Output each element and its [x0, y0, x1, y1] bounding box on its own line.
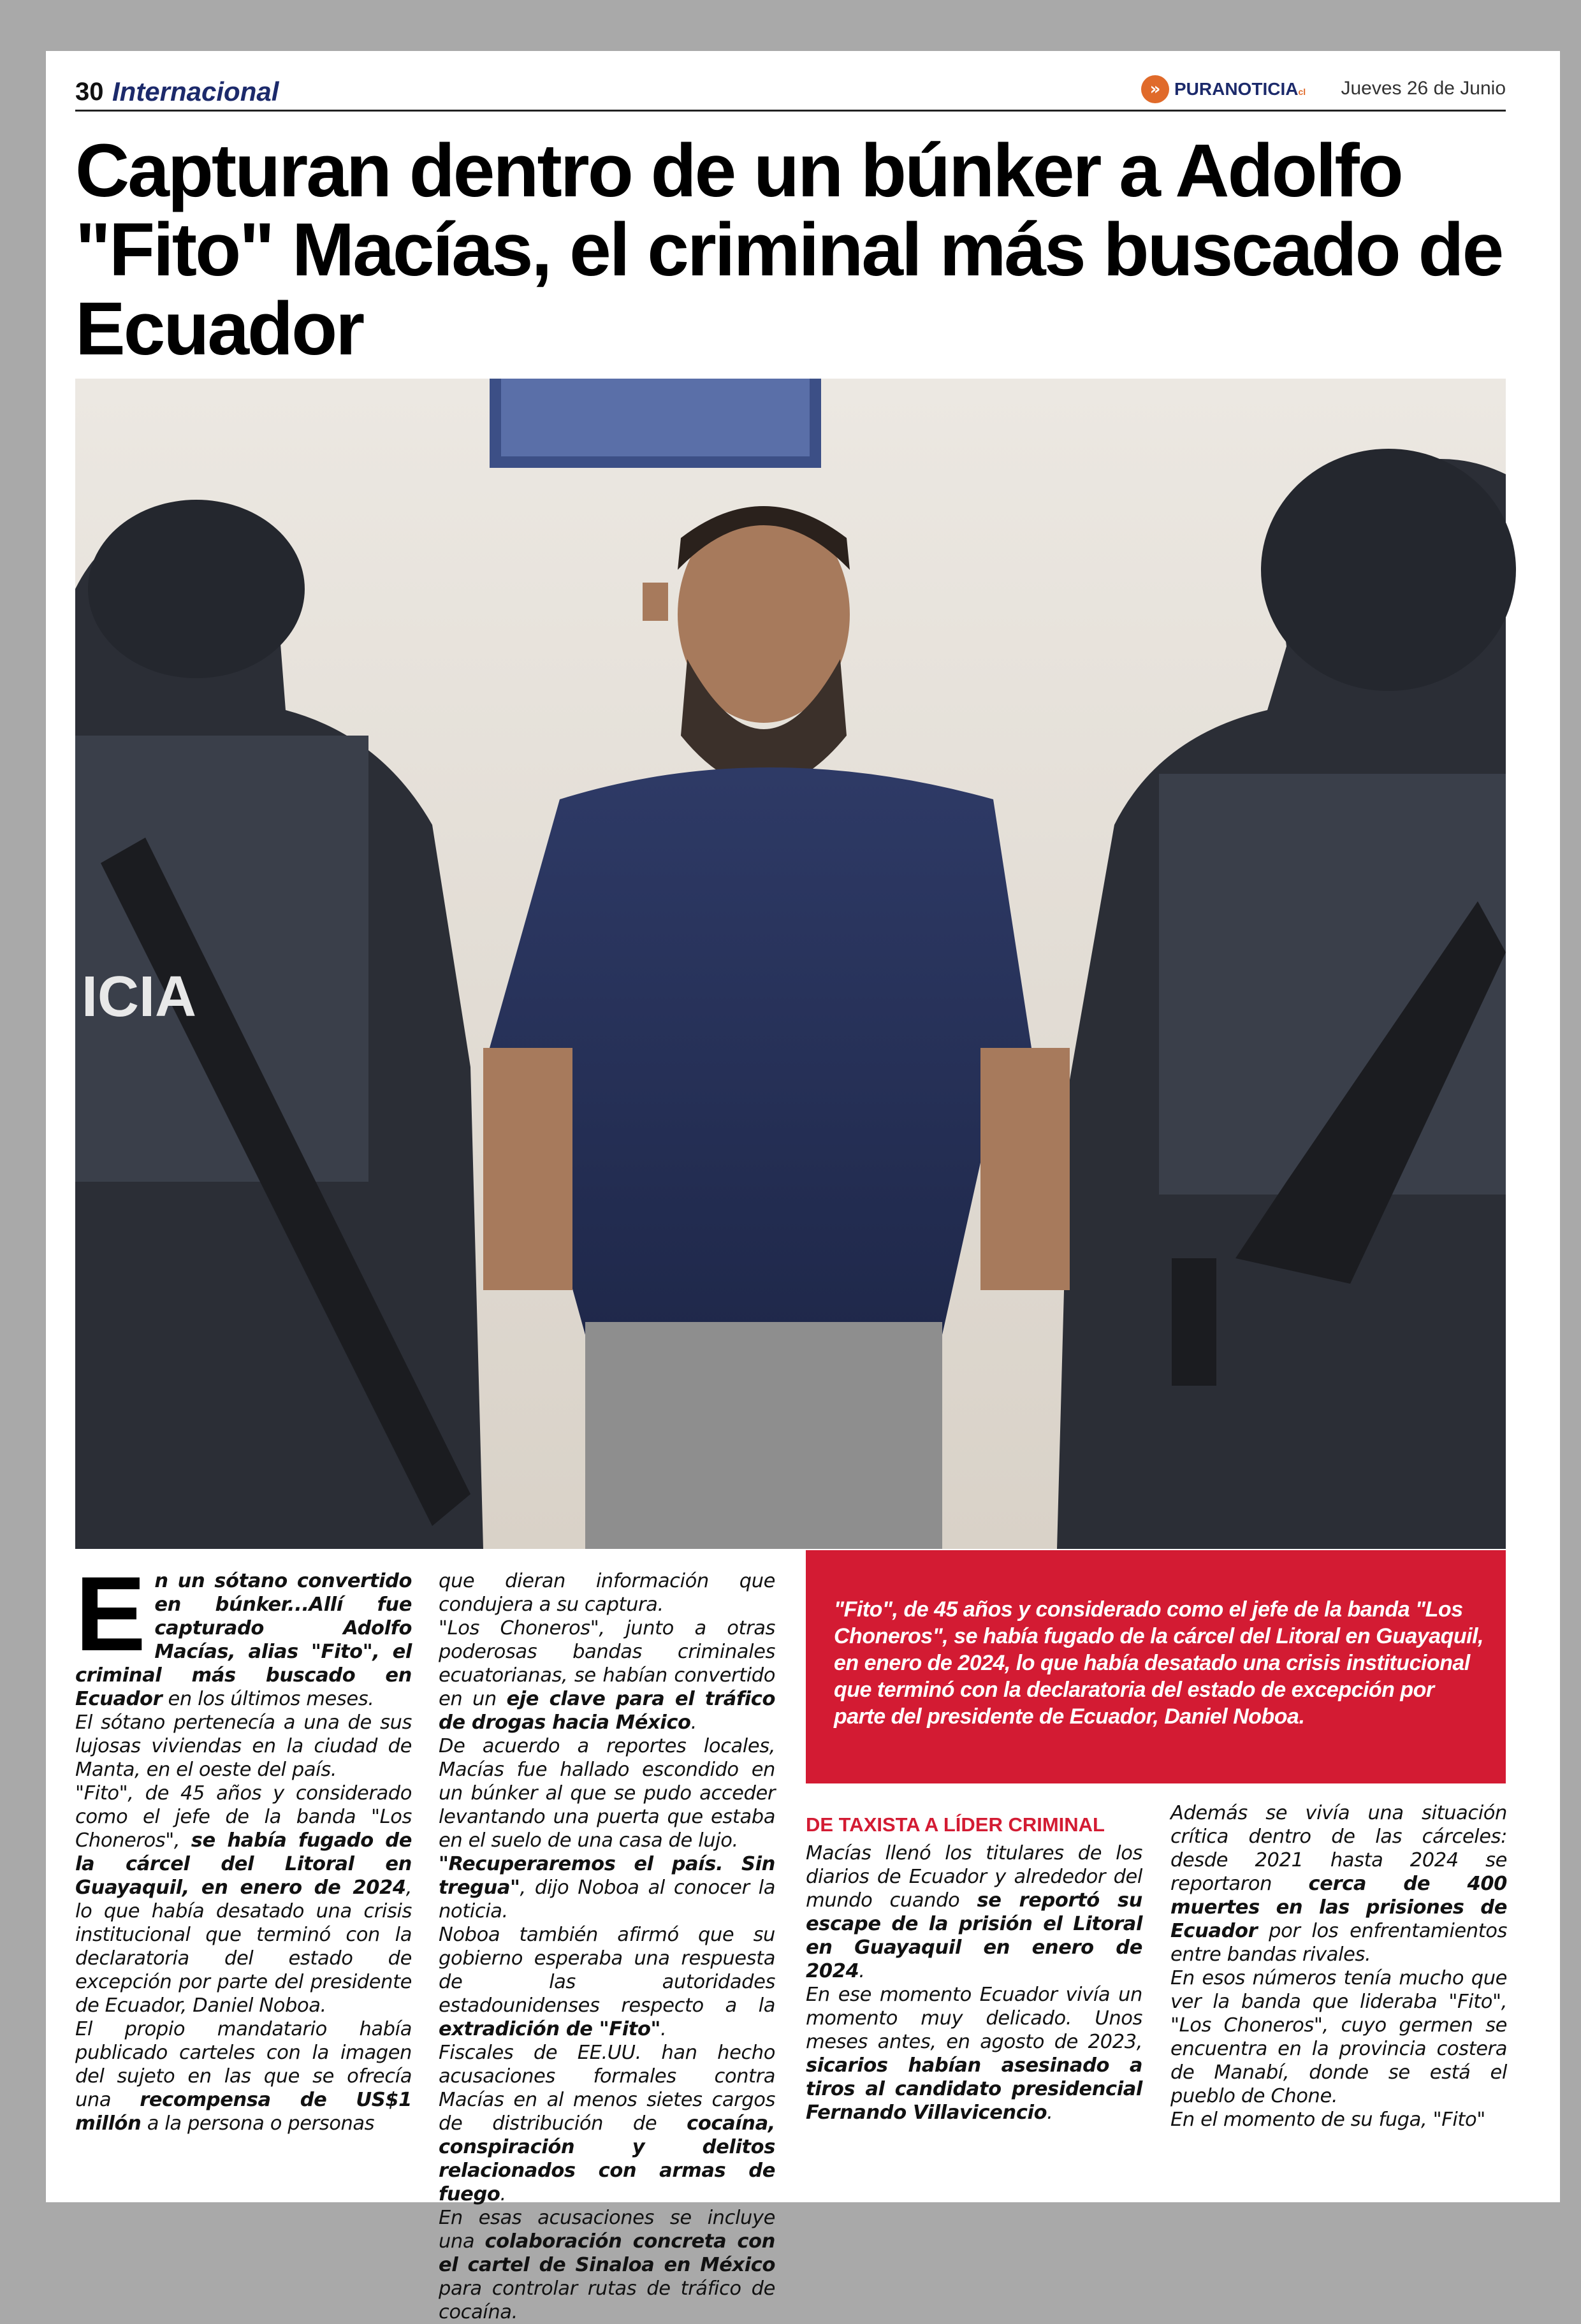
article-headline: Capturan dentro de un búnker a Adolfo "Fito" Macías, el criminal más buscado de Ecuador	[75, 129, 1503, 371]
paragraph-1: n un sótano convertido en búnker...Allí fue capturado Adolfo Macías, alias "Fito", el criminal más buscado en Ecuador en los últimos meses.	[75, 1570, 412, 1710]
section-title: Internacional	[112, 76, 279, 106]
paragraph-12: En ese momento Ecuador vivía un momento muy delicado. Unos meses antes, en agosto de 2023, sicarios habían asesinado a tiros al candidato presidencial Fernando Villavicencio.	[806, 1984, 1142, 2124]
paragraph-13: Además se vivía una situación crítica dentro de las cárceles: desde 2021 hasta 2024 se reportaron cerca de 400 muertes en las prisiones de Ecuador por los enfrentamientos entre bandas rivales.	[1170, 1802, 1507, 1966]
arrows-icon: »	[1141, 75, 1169, 103]
paragraph-8: Noboa también afirmó que su gobierno esperaba una respuesta de las autoridades estadounidenses respecto a la extradición de "Fito".	[439, 1924, 775, 2040]
paragraph-4-continued: que dieran información que condujera a su captura.	[439, 1570, 775, 1616]
header-divider	[75, 110, 1506, 112]
paragraph-7: "Recuperaremos el país. Sin tregua", dijo Noboa al conocer la noticia.	[439, 1853, 775, 1922]
paragraph-11: Macías llenó los titulares de los diarios de Ecuador y alrededor del mundo cuando se reportó su escape de la prisión el Litoral en Guayaquil en enero de 2024.	[806, 1842, 1142, 1982]
issue-date: Jueves 26 de Junio	[1341, 78, 1506, 99]
paragraph-9: Fiscales de EE.UU. han hecho acusaciones formales contra Macías en al menos sietes cargos de distribución de cocaína, conspiración y delitos relacionados con armas de fuego.	[439, 2042, 775, 2205]
article-photo	[75, 379, 1506, 1549]
arrest-photo-illustration	[75, 379, 1506, 1549]
pull-quote-text: "Fito", de 45 años y considerado como el jefe de la banda "Los Choneros", se había fugado de la cárcel del Litoral en Guayaquil, en enero de 2024, lo que había desatado una crisis institucional que terminó con la declaratoria del estado de excepción por parte del presidente de Ecuador, Daniel Noboa.	[834, 1597, 1483, 1729]
pull-quote-box	[806, 1550, 1506, 1783]
paragraph-14: En esos números tenía mucho que ver la banda que lideraba "Fito", "Los Choneros", cuyo germen se encuentra en la provincia costera de Manabí, donde se está el pueblo de Chone.	[1170, 1967, 1507, 2107]
article-column-2	[439, 1569, 776, 2323]
page-number: 30	[75, 78, 104, 106]
publication-logo	[1141, 73, 1306, 106]
paragraph-5: "Los Choneros", junto a otras poderosas bandas criminales ecuatorianas, se habían convertido en un eje clave para el tráfico de drogas hacia México.	[439, 1617, 776, 1734]
paragraph-15: En el momento de su fuga, "Fito"	[1170, 2109, 1485, 2131]
logo-wordmark: PURANOTICIAcl	[1174, 79, 1306, 99]
paragraph-4: El propio mandatario había publicado carteles con la imagen del sujeto en las que se ofrecía una recompensa de US$1 millón a la persona o personas	[75, 2018, 412, 2135]
article-column-1	[75, 1555, 412, 2143]
paragraph-2: El sótano pertenecía a una de sus lujosas viviendas en la ciudad de Manta, en el oeste del país.	[75, 1711, 412, 1781]
svg-text:ICIA: ICIA	[82, 965, 196, 1029]
drop-cap: E	[75, 1555, 146, 1673]
article-column-3	[806, 1801, 1142, 2143]
paragraph-3: "Fito", de 45 años y considerado como el jefe de la banda "Los Choneros", se había fugado de la cárcel del Litoral en Guayaquil, en enero de 2024, lo que había desatado una crisis institucional que terminó con la declaratoria del estado de excepción por parte del presidente de Ecuador, Daniel Noboa.	[75, 1782, 412, 2017]
article-column-4	[1170, 1801, 1507, 2143]
paragraph-6: De acuerdo a reportes locales, Macías fue hallado escondido en un búnker al que se pudo acceder levantando una puerta que estaba en el suelo de una casa de lujo.	[439, 1735, 775, 1852]
section-subhead: DE TAXISTA A LÍDER CRIMINAL	[806, 1813, 1105, 1836]
paragraph-10: En esas acusaciones se incluye una colaboración concreta con el cartel de Sinaloa en México para controlar rutas de tráfico de cocaína.	[439, 2207, 775, 2323]
